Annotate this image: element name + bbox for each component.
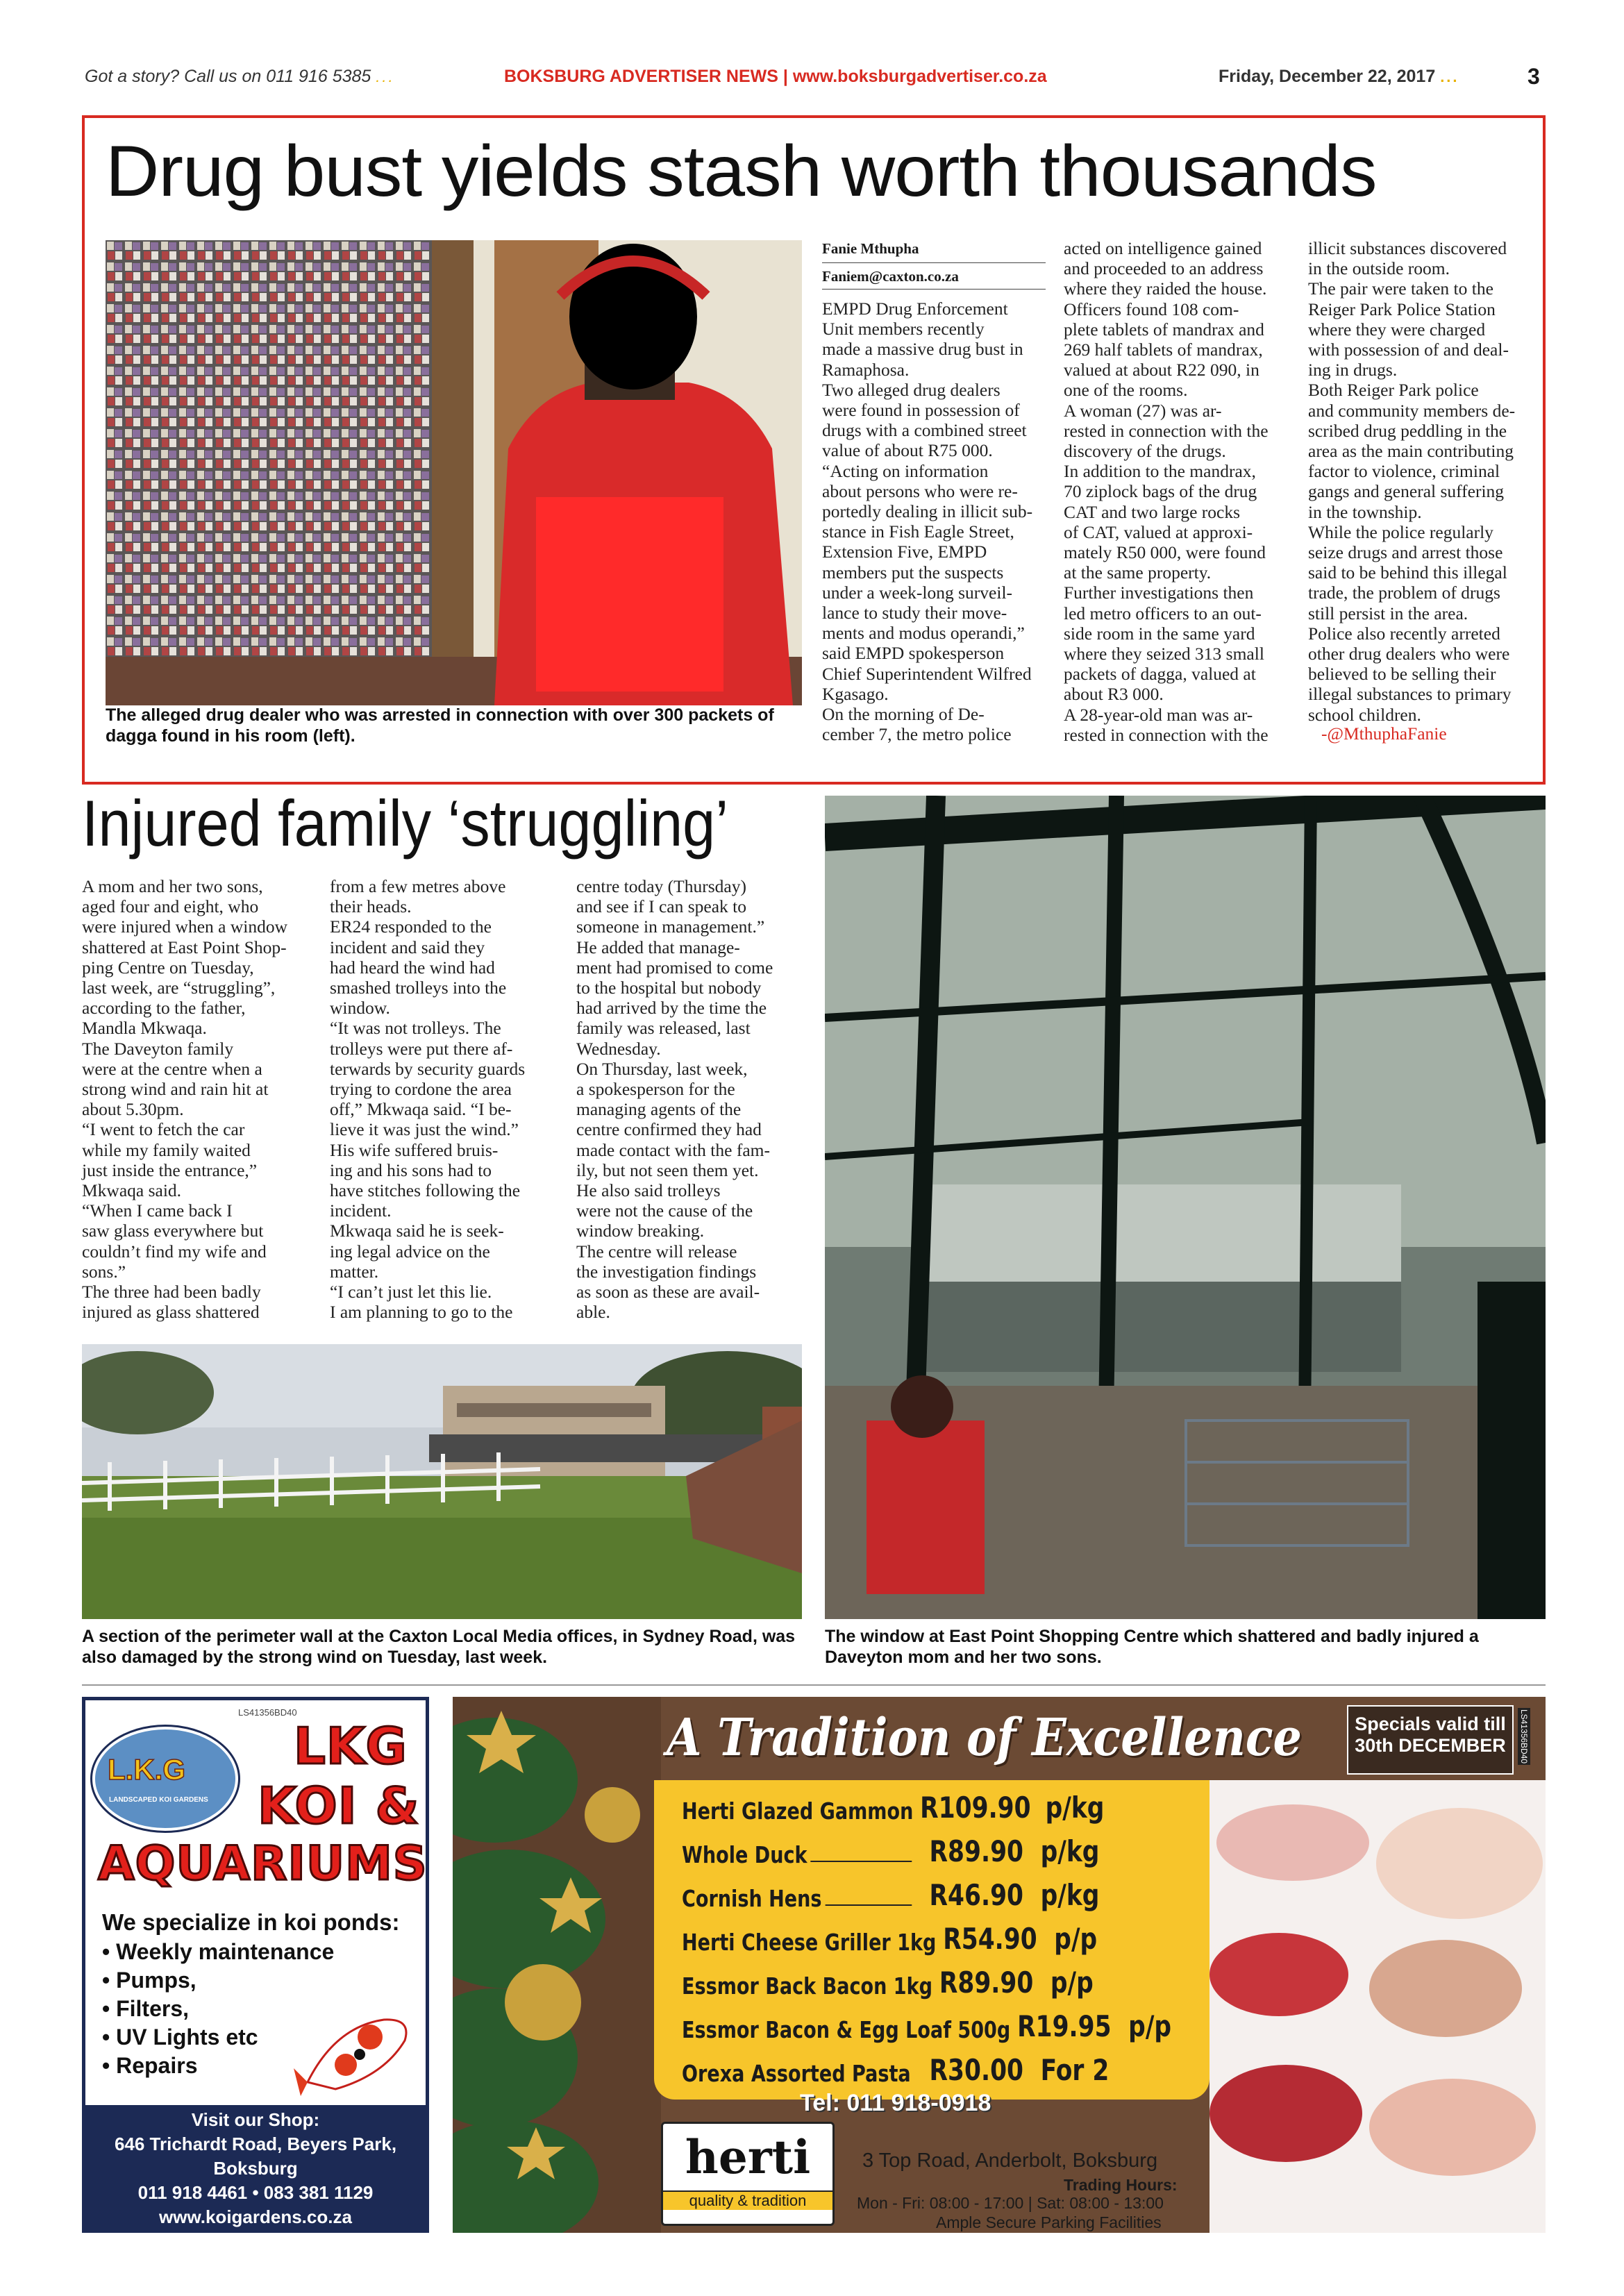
price-item-name: Herti Cheese Griller 1kg (682, 1929, 937, 1956)
price-item-name: Whole Duck (682, 1841, 807, 1868)
article2-column-2: from a few metres above their heads. ER24 responded to the incident and said they had heard the wind had smashed trolleys into the window. “It was not trolleys. The trolleys were put there af- terwards by security guards trying to cordone the area off,” Mkwaqa said. “I be- lieve it was just the wind.” His wife suffered bruis- ing and his sons had to have stitches following the incident. Mkwaqa said he is seek- ing legal advice on the matter. “I can’t just let this lie. I am planning to go to the (330, 876, 526, 1323)
koi-phones: 011 918 4461 • 083 381 1129 (137, 2182, 374, 2203)
price-row (682, 1784, 1109, 1825)
koi-title-1: LKG (294, 1717, 408, 1775)
price-leader (825, 1904, 912, 1906)
header-phone: Got a story? Call us on 011 916 5385 ... (85, 67, 395, 86)
article2-headline: Injured family ‘struggling’ (82, 787, 729, 860)
wall-photo-caption: A section of the perimeter wall at the Caxton Local Media offices, in Sydney Road, was also damaged by the strong wind on Tuesday, last week. (82, 1627, 796, 1667)
article1-email: Faniem@caxton.co.za (822, 268, 959, 285)
price-item-unit: For 2 (1040, 2053, 1110, 2087)
koi-web: www.koigardens.co.za (159, 2206, 352, 2227)
meat-photos (1209, 1780, 1546, 2233)
twitter-handle: -@MthuphaFanie (1321, 723, 1447, 744)
header-date: Friday, December 22, 2017 ... (1219, 67, 1459, 86)
herti-parking: Ample Secure Parking Facilities (936, 2213, 1162, 2231)
price-row (682, 1916, 1109, 1956)
koi-service-3: • Filters, (102, 1996, 190, 2021)
koi-service-4: • UV Lights etc (102, 2025, 258, 2050)
price-item-name: Orexa Assorted Pasta (682, 2060, 911, 2087)
koi-title-3: AQUARIUMS (98, 1836, 428, 1891)
specials-line-1: Specials valid till (1355, 1713, 1506, 1734)
byline-rule-2 (822, 289, 1046, 290)
price-item-price: R54.90 (943, 1922, 1037, 1956)
price-item-unit: p/kg (1040, 1834, 1100, 1868)
koi-service-5: • Repairs (102, 2053, 198, 2078)
article1-column-1: EMPD Drug Enforcement Unit members recently made a massive drug bust in Ramaphosa. Two alleged drug dealers were found in possession of drugs with a combined street value of about R75 000. “Acting on information about persons who were re- portedly dealing in illicit sub- stance in Fish Eagle Street, Extension Five, EMPD members put the suspects under a week-long surveil- lance to study their move- ments and modus operandi,” said EMPD spokesperson Chief Superintendent Wilfred Kgasago. On the morning of De- cember 7, the metro police (822, 299, 1033, 745)
price-item-unit: p/kg (1045, 1791, 1105, 1825)
herti-ad (453, 1697, 1546, 2233)
specials-badge (1347, 1705, 1514, 1775)
article1-column-2: acted on intelligence gained and proceeded to an address where they raided the house. Officers found 108 com- plete tablets of mandrax and 269 half tablets of mandrax, valued at about R22 090, in one of the rooms. A woman (27) was ar- rested in connection with the discovery of the drugs. In addition to the mandrax, 70 ziplock bags of the drug CAT and two large rocks of CAT, valued at approxi- mately R50 000, were found at the same property. Further investigations then led metro officers to an out- side room in the same yard where they seized 313 small packets of dagga, valued at about R3 000. A 28-year-old man was ar- rested in connection with the (1064, 238, 1269, 745)
price-item-price: R19.95 (1017, 2009, 1112, 2043)
price-item-price: R89.90 (939, 1966, 1034, 2000)
christmas-decor (453, 1697, 661, 2233)
article2-column-1: A mom and her two sons, aged four and eight, who were injured when a window shattered at East Point Shop- ping Centre on Tuesday, last week, are “struggling”, according to the father, Mandla Mkwaqa. The Daveyton family were at the centre when a strong wind and rain hit at about 5.30pm. “I went to fetch the car while my family waited just inside the entrance,” Mkwaqa said. “When I came back I saw glass everywhere but couldn’t find my wife and sons.” The three had been badly injured as glass shattered (82, 876, 287, 1323)
price-item-price: R46.90 (929, 1878, 1023, 1912)
herti-address: 3 Top Road, Anderbolt, Boksburg (862, 2150, 1158, 2172)
koi-ad (82, 1697, 429, 2233)
section-divider (82, 1684, 1546, 1686)
price-item-price: R30.00 (929, 2053, 1023, 2087)
koi-service-2: • Pumps, (102, 1968, 196, 1993)
article2-column-3: centre today (Thursday) and see if I can speak to someone in management.” He added that manage- ment had promised to come to the hospital but nobody had arrived by the time the family was released, last Wednesday. On Thursday, last week, a spokesperson for the managing agents of the centre confirmed they had made contact with the fam- ily, but not seen them yet. He also said trolleys were not the cause of the window breaking. The centre will release the investigation findings as soon as these are avail- able. (576, 876, 773, 1323)
drug-bust-photo (106, 240, 802, 705)
window-photo-caption: The window at East Point Shopping Centre which shattered and badly injured a Daveyton mom and her two sons. (825, 1627, 1479, 1667)
page-number: 3 (1527, 64, 1540, 89)
article1-headline: Drug bust yields stash worth thousands (106, 131, 1377, 212)
price-leader (810, 1861, 912, 1862)
herti-side-code: LS41356BD40 (1519, 1709, 1529, 1764)
koi-service-1: • Weekly maintenance (102, 1939, 335, 1964)
herti-hours: Mon - Fri: 08:00 - 17:00 | Sat: 08:00 - 13:00 (857, 2194, 1164, 2212)
herti-tagline: quality & tradition (663, 2190, 832, 2210)
koi-logo-text: L.K.G (108, 1753, 185, 1786)
koi-logo (92, 1727, 238, 1831)
herti-hours-label: Trading Hours: (1064, 2176, 1178, 2194)
perimeter-wall-photo (82, 1344, 802, 1619)
koi-title-2: KOI & (258, 1777, 420, 1835)
herti-logo (661, 2122, 835, 2226)
herti-title: A Tradition of Excellence (667, 1708, 1302, 1768)
byline-rule (822, 262, 1046, 263)
article1-column-3: illicit substances discovered in the outside room. The pair were taken to the Reiger Park Police Station where they were charged with possession of and deal- ing in drugs. Both Reiger Park police and community members de- scribed drug peddling in the area as the main contributing factor to violence, criminal gangs and general suffering in the township. While the police regularly seize drugs and arrest those said to be behind this illegal trade, the problem of drugs still persist in the area. Police also recently arreted other drug dealers who were believed to be selling their illegal substances to primary school children. (1308, 238, 1516, 725)
price-row (682, 1828, 1109, 1868)
koi-address-2: Boksburg (213, 2158, 298, 2179)
price-item-price: R89.90 (929, 1834, 1023, 1868)
herti-tel: Tel: 011 918-0918 (800, 2090, 991, 2116)
header-section: BOKSBURG ADVERTISER NEWS | www.boksburgadvertiser.co.za (504, 67, 1047, 86)
price-item-name: Essmor Back Bacon 1kg (682, 1972, 932, 2000)
koi-fish-icon (294, 1999, 419, 2103)
price-item-unit: p/p (1050, 1966, 1094, 2000)
koi-logo-sub: LANDSCAPED KOI GARDENS (109, 1796, 208, 1804)
price-row (682, 2003, 1172, 2043)
price-item-name: Cornish Hens (682, 1885, 822, 1912)
price-row (682, 1959, 1109, 2000)
price-item-name: Herti Glazed Gammon (682, 1798, 914, 1825)
price-item-unit: p/p (1128, 2009, 1172, 2043)
price-row (682, 1872, 1109, 1912)
price-row (682, 2047, 1109, 2087)
price-board (654, 1780, 1209, 2100)
price-item-unit: p/kg (1040, 1878, 1100, 1912)
koi-ad-code: LS41356BD40 (238, 1707, 297, 1718)
koi-footer (85, 2105, 426, 2229)
koi-specialize: We specialize in koi ponds: (102, 1909, 400, 1935)
specials-line-2: 30th DECEMBER (1355, 1735, 1506, 1756)
price-list (682, 1784, 1203, 2097)
price-item-unit: p/p (1054, 1922, 1098, 1956)
price-item-name: Essmor Bacon & Egg Loaf 500g (682, 2016, 1011, 2043)
shattered-window-photo (825, 796, 1546, 1619)
koi-visit: Visit our Shop: (191, 2109, 320, 2130)
drug-photo-caption: The alleged drug dealer who was arrested in connection with over 300 packets of dagga found in his room (left). (106, 705, 774, 746)
herti-brand: herti (685, 2130, 811, 2184)
koi-address-1: 646 Trichardt Road, Beyers Park, (114, 2134, 397, 2154)
article1-byline: Fanie Mthupha (822, 240, 919, 257)
price-item-price: R109.90 (920, 1791, 1031, 1825)
